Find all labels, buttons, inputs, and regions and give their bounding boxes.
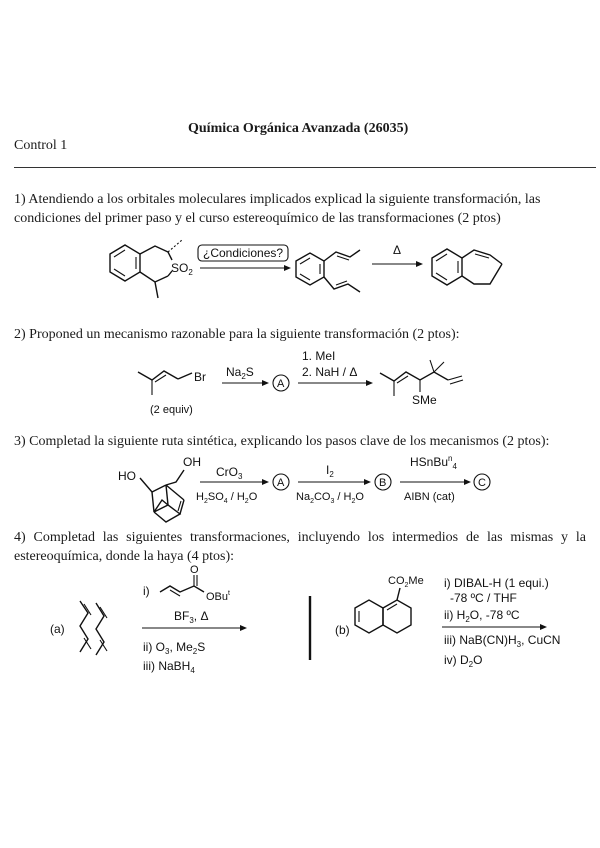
- q3-oh-label: OH: [183, 455, 201, 469]
- q3-na2co3: $Na_2CO_3 / H_2O$: [296, 491, 364, 505]
- question-3-text: 3) Completad la siguiente ruta sintética, explicando los pasos clave de los mecanismos (2 ptos):: [14, 434, 550, 449]
- q4a-o-label: O: [190, 564, 199, 576]
- q3-intermediate-a: A: [277, 477, 285, 489]
- q4b-decalin-structure: [355, 588, 411, 633]
- q2-step-1: 1. MeI: [302, 349, 336, 363]
- q4a-step-ii: ii) $O_3$, $Me_2S$: [143, 640, 206, 656]
- q4a-label: (a): [50, 622, 65, 636]
- q2-sme-label: SMe: [412, 393, 437, 407]
- q4b-step-iii: iii) $NaB(CN)H_3$, CuCN: [444, 633, 561, 649]
- question-4-text: 4) Completad las siguientes transformaciones, incluyendo los intermedios de las mismas y la estereoquímica, donde la haya (4 ptos):: [14, 530, 586, 564]
- q1-so2-label: $SO_2$: [171, 261, 193, 277]
- q4b-step-i: i) DIBAL-H (1 equi.): [444, 576, 549, 590]
- q3-product-c: C: [478, 477, 486, 489]
- q3-intermediate-b: B: [379, 477, 387, 489]
- q4a-step-i: i): [143, 584, 150, 598]
- q2-br-label: Br: [194, 370, 206, 384]
- q4b-step-iv: iv) $D_2O$: [444, 653, 483, 669]
- page-title: Química Orgánica Avanzada (26035): [188, 121, 409, 136]
- q4a-step-iii: iii) NaBH$_4$: [143, 659, 195, 675]
- q3-aibn: AIBN (cat): [404, 491, 455, 503]
- q4b-step-i-cond: -78 ºC / THF: [450, 591, 517, 605]
- q2-intermediate-a: A: [277, 378, 285, 390]
- q4a-acrylate-structure: [160, 575, 204, 596]
- q4a-bf3: $BF_3$, Δ: [174, 609, 209, 625]
- q3-cro3: CrO$_3$: [216, 465, 243, 481]
- q2-equiv-label: (2 equiv): [150, 404, 193, 416]
- q3-ho-label: HO: [118, 469, 136, 483]
- q4b-label: (b): [335, 623, 350, 637]
- q3-h2so4: $H_2SO_4 / H_2O$: [196, 491, 258, 505]
- q4b-step-ii: ii) $H_2O$, -78 ºC: [444, 608, 520, 624]
- q3-hsnbu: HSnBu$^n_4$: [410, 454, 457, 471]
- q4b-co2me: $CO_2Me$: [388, 575, 424, 589]
- q2-reagent-1: $Na_2S$: [226, 365, 254, 381]
- q4a-triene-structure: [80, 601, 107, 655]
- q4a-obu-label: OBu$^t$: [206, 590, 230, 603]
- question-1-text: 1) Atendiendo a los orbitales moleculares implicados explicad la siguiente transformación, las condiciones del primer paso y el curso estereoquímico de las transformaciones (2 ptos): [14, 192, 541, 226]
- q2-step-2: 2. NaH / Δ: [302, 365, 358, 379]
- q1-delta-label: Δ: [393, 243, 402, 257]
- question-2-text: 2) Proponed un mecanismo razonable para la siguiente transformación (2 ptos):: [14, 327, 460, 342]
- q1-conditions-label: ¿Condiciones?: [203, 246, 284, 260]
- q3-i2: $I_2$: [326, 463, 334, 479]
- page-subtitle: Control 1: [14, 138, 68, 153]
